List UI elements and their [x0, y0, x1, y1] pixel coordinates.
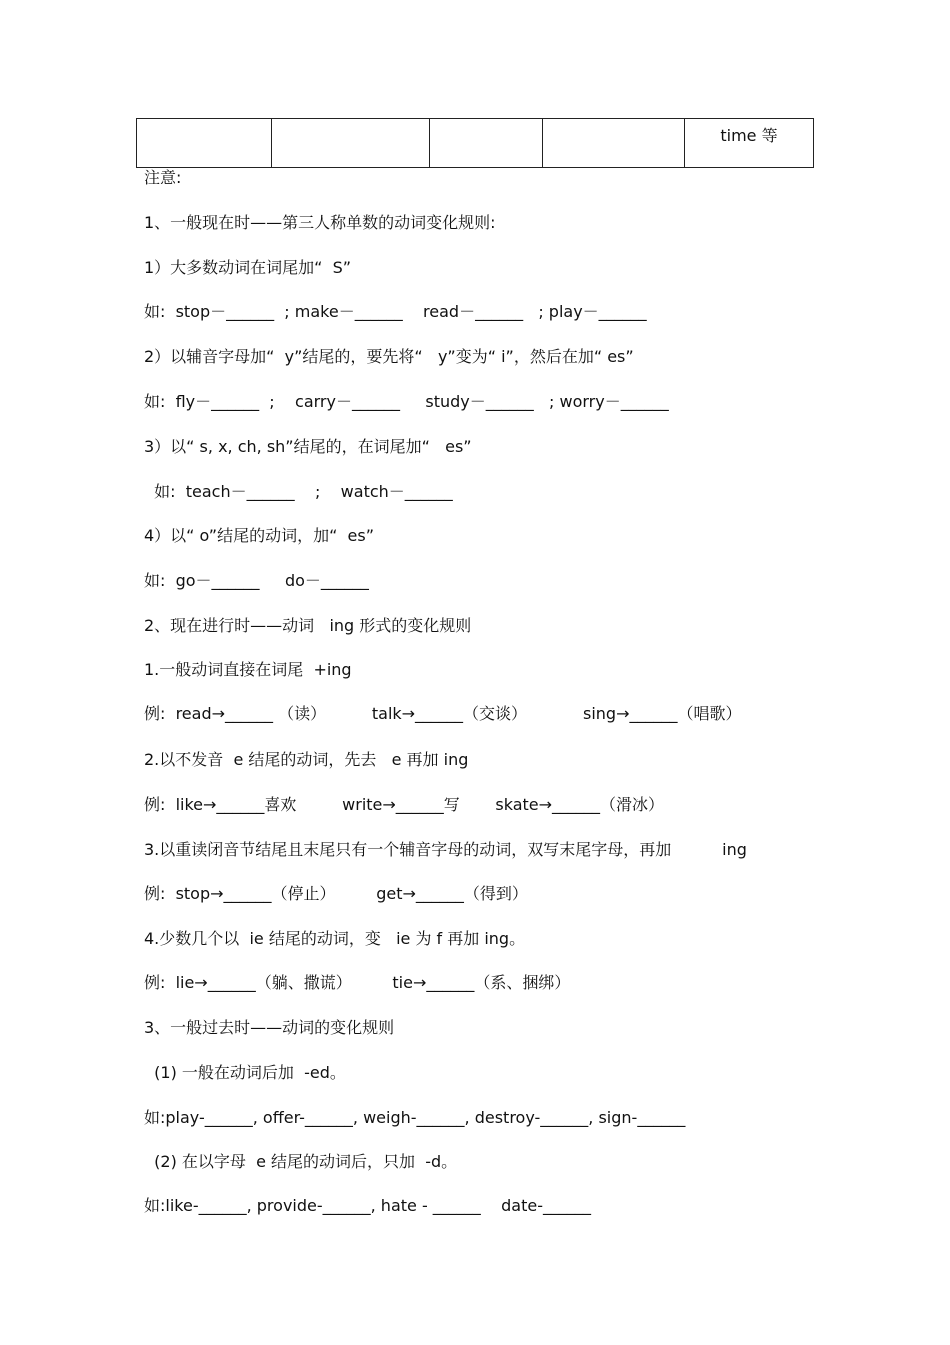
table-cell-5: time 等 — [685, 119, 814, 168]
section1-rule2: 2）以辅音字母加“ y”结尾的，要先将“ y”变为“ i”，然后在加“ es” — [144, 347, 634, 366]
section1-rule4-examples: 如: go－______ do－______ — [144, 571, 369, 590]
section2-rule3: 3.以重读闭音节结尾且末尾只有一个辅音字母的动词，双写末尾字母，再加 ing — [144, 840, 747, 859]
table-row — [137, 119, 814, 168]
table-cell-2 — [272, 119, 430, 168]
section3-rule1: (1) 一般在动词后加 -ed。 — [144, 1063, 346, 1082]
section3-rule2-examples: 如:like-______, provide-______, hate - ______ date-______ — [144, 1196, 592, 1215]
section2-rule2: 2.以不发音 e 结尾的动词，先去 e 再加 ing — [144, 750, 469, 769]
section2-rule4: 4.少数几个以 ie 结尾的动词，变 ie 为 f 再加 ing。 — [144, 929, 526, 948]
section1-rule1-examples: 如: stop－______ ; make－______ read－______ ; play－______ — [144, 302, 647, 321]
section3-rule1-examples: 如:play-______, offer-______, weigh-______, destroy-______, sign-______ — [144, 1108, 686, 1127]
section1-rule2-examples: 如: fly－______ ; carry－______ study－______ ; worry－______ — [144, 392, 669, 411]
section2-rule1-examples: 例: read→______ （读） talk→______（交谈） sing→______（唱歌） — [144, 704, 742, 723]
section1-title: 1、一般现在时——第三人称单数的动词变化规则: — [144, 213, 496, 232]
table-cell-4 — [543, 119, 685, 168]
section2-rule2-examples: 例: like→______喜欢 write→______写 skate→______（滑冰） — [144, 795, 665, 814]
section3-title: 3、一般过去时——动词的变化规则 — [144, 1018, 395, 1037]
top-table — [136, 118, 814, 168]
section2-rule1: 1.一般动词直接在词尾 +ing — [144, 660, 352, 679]
note-label: 注意: — [144, 168, 182, 187]
section3-rule2: (2) 在以字母 e 结尾的动词后，只加 -d。 — [144, 1152, 458, 1171]
table-cell-1 — [137, 119, 272, 168]
section1-rule3-examples: 如: teach－______ ; watch－______ — [144, 482, 453, 501]
section1-rule4: 4）以“ o”结尾的动词，加“ es” — [144, 526, 374, 545]
section2-rule4-examples: 例: lie→______（躺、撒谎） tie→______（系、捆绑） — [144, 973, 571, 992]
section2-rule3-examples: 例: stop→______（停止） get→______（得到） — [144, 884, 528, 903]
section1-rule3: 3）以“ s, x, ch, sh”结尾的，在词尾加“ es” — [144, 437, 472, 456]
section2-title: 2、现在进行时——动词 ing 形式的变化规则 — [144, 616, 472, 635]
table-cell-3 — [430, 119, 543, 168]
section1-rule1: 1）大多数动词在词尾加“ S” — [144, 258, 352, 277]
